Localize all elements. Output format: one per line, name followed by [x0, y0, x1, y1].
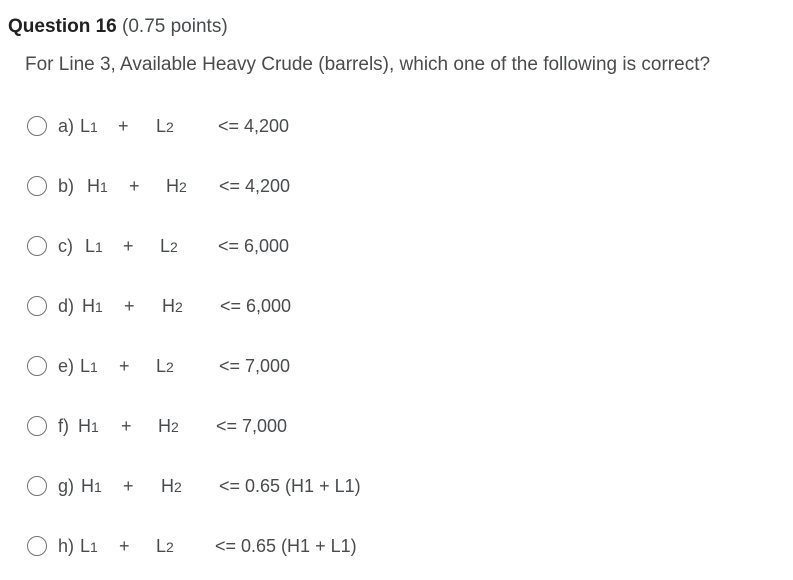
option-var-2: [162, 293, 183, 320]
answer-option[interactable]: [0, 473, 793, 503]
option-var-2-index: 2: [171, 419, 179, 435]
question-points: (0.75 points): [122, 16, 228, 37]
answer-option[interactable]: [0, 233, 793, 263]
option-constraint: <= 0.65 (H1 + L1): [215, 536, 357, 556]
option-operator: +: [129, 176, 140, 196]
option-var-1-letter: L: [80, 356, 91, 376]
option-var-1-letter: H: [87, 176, 100, 196]
option-var-2: [156, 353, 174, 380]
radio-button[interactable]: [27, 116, 47, 136]
option-var-1-index: 1: [94, 479, 102, 495]
option-var-2: [156, 533, 174, 560]
option-var-2-letter: L: [156, 536, 167, 556]
option-var-2-index: 2: [166, 539, 174, 555]
answer-option[interactable]: [0, 113, 793, 143]
option-var-1-letter: L: [85, 236, 96, 256]
radio-button[interactable]: [27, 236, 47, 256]
option-var-1: [85, 233, 103, 260]
option-constraint: <= 4,200: [219, 176, 291, 196]
option-var-2-letter: H: [162, 296, 175, 316]
option-label: c): [58, 236, 73, 256]
option-var-2: [158, 413, 179, 440]
option-var-2-index: 2: [166, 359, 174, 375]
answer-option[interactable]: [0, 353, 793, 383]
option-operator: +: [118, 116, 129, 136]
option-var-2: [156, 113, 174, 140]
option-operator: +: [121, 416, 132, 436]
option-var-1-letter: H: [78, 416, 91, 436]
option-var-2-index: 2: [166, 119, 174, 135]
option-var-1-index: 1: [90, 119, 98, 135]
option-label: g): [58, 476, 75, 496]
option-var-1-index: 1: [100, 179, 108, 195]
option-label: e): [58, 356, 75, 376]
radio-button[interactable]: [27, 536, 47, 556]
option-var-1-index: 1: [95, 299, 103, 315]
answer-option[interactable]: [0, 173, 793, 203]
option-var-1: [81, 473, 102, 500]
option-var-1-letter: H: [81, 476, 94, 496]
option-var-1-index: 1: [90, 359, 98, 375]
option-constraint: <= 6,000: [220, 296, 292, 316]
option-var-2: [160, 233, 178, 260]
radio-button[interactable]: [27, 476, 47, 496]
answer-option[interactable]: [0, 413, 793, 443]
question-prompt: For Line 3, Available Heavy Crude (barrels), which one of the following is correct?: [25, 54, 711, 75]
option-var-1-letter: L: [80, 116, 91, 136]
option-operator: +: [123, 236, 134, 256]
option-constraint: <= 0.65 (H1 + L1): [219, 476, 361, 496]
radio-button[interactable]: [27, 356, 47, 376]
option-var-1: [80, 113, 98, 140]
option-var-2-letter: H: [166, 176, 179, 196]
option-label: a): [58, 116, 75, 136]
option-operator: +: [119, 536, 130, 556]
option-var-1-letter: L: [80, 536, 91, 556]
radio-button[interactable]: [27, 296, 47, 316]
option-var-1: [80, 353, 98, 380]
option-constraint: <= 7,000: [219, 356, 291, 376]
option-operator: +: [123, 476, 134, 496]
option-operator: +: [119, 356, 130, 376]
option-constraint: <= 6,000: [218, 236, 290, 256]
option-var-2-index: 2: [174, 479, 182, 495]
option-var-1: [80, 533, 98, 560]
question-header: [8, 14, 228, 40]
option-var-1: [82, 293, 103, 320]
option-var-2: [166, 173, 187, 200]
option-constraint: <= 4,200: [218, 116, 290, 136]
option-var-1: [87, 173, 108, 200]
option-operator: +: [124, 296, 135, 316]
option-constraint: <= 7,000: [216, 416, 288, 436]
option-var-1-index: 1: [90, 539, 98, 555]
option-var-1-index: 1: [91, 419, 99, 435]
option-var-1-letter: H: [82, 296, 95, 316]
option-label: b): [58, 176, 75, 196]
option-var-2-letter: L: [160, 236, 171, 256]
option-var-2-letter: L: [156, 116, 167, 136]
option-label: f): [58, 416, 69, 436]
option-var-2: [161, 473, 182, 500]
option-var-2-letter: H: [161, 476, 174, 496]
radio-button[interactable]: [27, 176, 47, 196]
option-var-2-letter: H: [158, 416, 171, 436]
answer-option[interactable]: [0, 533, 793, 563]
option-label: d): [58, 296, 75, 316]
option-var-2-index: 2: [170, 239, 178, 255]
option-var-2-letter: L: [156, 356, 167, 376]
answer-option[interactable]: [0, 293, 793, 323]
question-title: Question 16: [8, 16, 117, 37]
option-var-2-index: 2: [179, 179, 187, 195]
option-var-1-index: 1: [95, 239, 103, 255]
option-var-2-index: 2: [175, 299, 183, 315]
radio-button[interactable]: [27, 416, 47, 436]
option-label: h): [58, 536, 75, 556]
option-var-1: [78, 413, 99, 440]
